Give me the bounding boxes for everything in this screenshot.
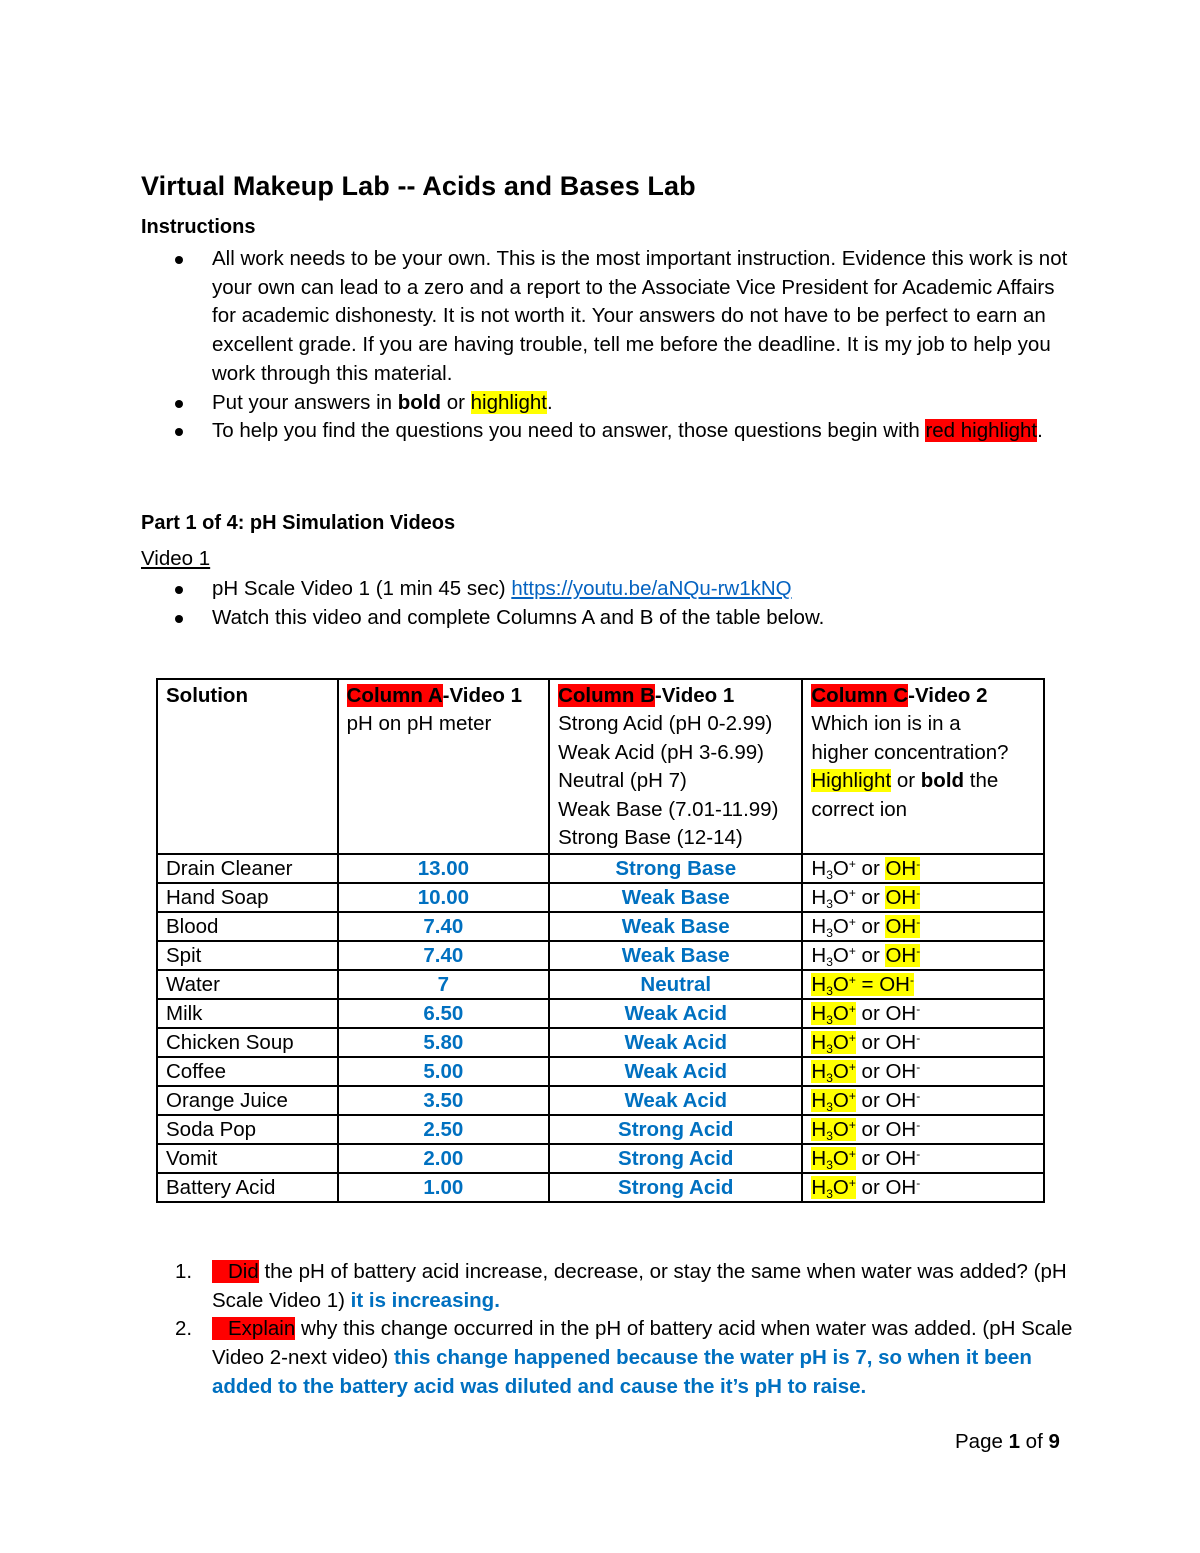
ph-value-cell: 13.00: [338, 854, 549, 883]
ph-value-cell: 2.50: [338, 1115, 549, 1144]
column-b-line: Strong Base (12-14): [558, 826, 743, 850]
oh-ion-highlighted: OH-: [885, 944, 921, 968]
bold-word: bold: [397, 390, 441, 414]
oh-ion: OH-: [885, 1002, 921, 1026]
table-row: [157, 1086, 1044, 1115]
column-b-line: Weak Base (7.01-11.99): [558, 797, 779, 821]
question-item: [141, 1315, 1081, 1401]
table-row: [157, 1028, 1044, 1057]
column-c-line: higher concentration?: [811, 740, 1009, 764]
answer-text: it is increasing.: [350, 1288, 500, 1312]
table-row: [157, 1144, 1044, 1173]
header-column-a: [338, 679, 549, 854]
solution-cell: Blood: [157, 912, 338, 941]
column-b-line: Weak Acid (pH 3-6.99): [558, 740, 764, 764]
ion-cell: [802, 970, 1044, 999]
equal-ions-highlighted: $H_3O^+ = OH^-$: [811, 973, 914, 999]
ion-cell: $H_3O^+$ or OH-: [802, 999, 1044, 1028]
table-row: [157, 1173, 1044, 1202]
h3o-ion: $H_3O^+$: [811, 886, 856, 912]
video-text: Watch this video and complete Columns A and B of the table below.: [212, 605, 825, 629]
h3o-ion-highlighted: $H_3O^+$: [811, 1176, 856, 1202]
column-a-description: pH on pH meter: [346, 712, 492, 736]
classification-cell: Weak Acid: [549, 999, 802, 1028]
highlight-word: highlight: [470, 390, 547, 414]
ion-cell: $H_3O^+$ or OH-: [802, 941, 1044, 970]
solution-cell: Water: [157, 970, 338, 999]
solution-cell: Vomit: [157, 1144, 338, 1173]
solution-cell: Spit: [157, 941, 338, 970]
question-number: 2.: [175, 1317, 193, 1341]
column-a-highlight: Column A: [346, 684, 443, 707]
ion-cell: $H_3O^+$ or OH-: [802, 1173, 1044, 1202]
video1-list: [141, 575, 1071, 632]
header-column-c: [802, 679, 1044, 854]
classification-cell: Strong Acid: [549, 1115, 802, 1144]
question-number: 1.: [175, 1260, 193, 1283]
solution-cell: Orange Juice: [157, 1086, 338, 1115]
column-c-line: the: [964, 769, 999, 793]
classification-cell: Weak Base: [549, 912, 802, 941]
instruction-text: All work needs to be your own. This is the most important instruction. Evidence this work is not your own can lead to a zero and a report to the Associate Vice President for Academic Affairs for academic dishonesty. It is not worth it. Your answers do not have to be perfect to earn an excellent grade. If you are having trouble, tell me before the deadline. It is my job to help you work through this material.: [212, 247, 1068, 385]
oh-ion-highlighted: OH-: [885, 886, 921, 910]
header-solution: Solution: [157, 679, 338, 854]
part1-heading: Part 1 of 4: pH Simulation Videos: [141, 512, 456, 534]
ph-value-cell: 3.50: [338, 1086, 549, 1115]
question-text: why this change occurred in the pH of battery acid when water was added. (pH Scale Video 2-next video): [212, 1317, 1073, 1370]
h3o-ion-highlighted: $H_3O^+$: [811, 1002, 856, 1028]
ph-value-cell: 7: [338, 970, 549, 999]
column-b-line: Strong Acid (pH 0-2.99): [558, 712, 773, 736]
column-c-highlight: Column C: [811, 684, 909, 707]
classification-cell: Neutral: [549, 970, 802, 999]
classification-cell: Strong Base: [549, 854, 802, 883]
column-b-highlight: Column B: [558, 684, 655, 707]
instruction-text: or: [441, 390, 471, 414]
oh-ion: OH-: [885, 1089, 921, 1113]
instruction-text: To help you find the questions you need to answer, those questions begin with: [212, 419, 926, 443]
ph-value-cell: 7.40: [338, 941, 549, 970]
document-title: Virtual Makeup Lab -- Acids and Bases Lab: [141, 171, 696, 201]
solution-cell: Coffee: [157, 1057, 338, 1086]
header-column-b: [549, 679, 802, 854]
column-c-bold-word: bold: [920, 769, 965, 793]
table-row: [157, 1115, 1044, 1144]
oh-ion: OH-: [885, 1031, 921, 1055]
h3o-ion-highlighted: $H_3O^+$: [811, 1118, 856, 1144]
solution-cell: Soda Pop: [157, 1115, 338, 1144]
h3o-ion: $H_3O^+$: [811, 857, 856, 883]
ph-value-cell: 10.00: [338, 883, 549, 912]
oh-ion: OH-: [885, 1176, 921, 1200]
ph-value-cell: 1.00: [338, 1173, 549, 1202]
ph-value-cell: 6.50: [338, 999, 549, 1028]
ion-cell: $H_3O^+$ or OH-: [802, 1115, 1044, 1144]
red-highlight-word: red highlight: [925, 419, 1038, 443]
h3o-ion: $H_3O^+$: [811, 915, 856, 941]
column-c-line: Which ion is in a: [811, 712, 961, 736]
table-row: [157, 912, 1044, 941]
page-footer: [955, 1428, 1060, 1456]
page-number: 1: [1008, 1430, 1020, 1453]
ion-cell: $H_3O^+$ or OH-: [802, 1028, 1044, 1057]
list-item: [141, 389, 1071, 418]
h3o-ion: $H_3O^+$: [811, 944, 856, 970]
classification-cell: Weak Acid: [549, 1057, 802, 1086]
list-item: [141, 417, 1071, 446]
table-row: [157, 854, 1044, 883]
instruction-text: .: [1037, 419, 1043, 443]
h3o-ion-highlighted: $H_3O^+$: [811, 1031, 856, 1057]
solution-cell: Battery Acid: [157, 1173, 338, 1202]
oh-ion-highlighted: OH-: [885, 857, 921, 881]
answer-text: this change happened because the water pH is 7, so when it been added to the battery acid was diluted and cause the it’s pH to raise.: [212, 1346, 1032, 1398]
ion-cell: $H_3O^+$ or OH-: [802, 1086, 1044, 1115]
column-a-suffix: -Video 1: [442, 684, 523, 707]
solution-cell: Drain Cleaner: [157, 854, 338, 883]
list-item: [141, 575, 1071, 604]
classification-cell: Strong Acid: [549, 1144, 802, 1173]
ion-cell: $H_3O^+$ or OH-: [802, 1144, 1044, 1173]
column-c-highlight-word: Highlight: [811, 769, 892, 793]
table-row: [157, 1057, 1044, 1086]
column-c-line: or: [891, 769, 921, 793]
video-text: pH Scale Video 1 (1 min 45 sec): [212, 577, 512, 600]
oh-ion: OH-: [885, 1147, 921, 1171]
questions-list: [141, 1258, 1081, 1402]
ion-cell: $H_3O^+$ or OH-: [802, 883, 1044, 912]
table-row: [157, 999, 1044, 1028]
video1-heading: Video 1: [141, 547, 211, 570]
video-link[interactable]: https://youtu.be/aNQu-rw1kNQ: [511, 577, 792, 600]
ph-value-cell: 7.40: [338, 912, 549, 941]
oh-ion: OH-: [885, 1060, 921, 1084]
instructions-heading: Instructions: [141, 216, 256, 238]
column-c-line: correct ion: [811, 797, 908, 821]
table-row: [157, 941, 1044, 970]
question-item: [141, 1258, 1081, 1315]
classification-cell: Weak Acid: [549, 1028, 802, 1057]
question-keyword: Explain: [212, 1317, 295, 1340]
solution-cell: Hand Soap: [157, 883, 338, 912]
page-of-label: of: [1019, 1430, 1049, 1453]
classification-cell: Weak Base: [549, 941, 802, 970]
page-total: 9: [1048, 1430, 1060, 1453]
question-text: the pH of battery acid increase, decrease, or stay the same when water was added? (pH Scale Video 1): [212, 1260, 1067, 1312]
solution-cell: Milk: [157, 999, 338, 1028]
list-item: [141, 604, 1071, 633]
column-b-line: Neutral (pH 7): [558, 769, 687, 793]
instruction-text: .: [547, 390, 553, 414]
table-header-row: [157, 679, 1044, 854]
ion-cell: $H_3O^+$ or OH-: [802, 1057, 1044, 1086]
classification-cell: Weak Acid: [549, 1086, 802, 1115]
ph-table: [156, 678, 1045, 1203]
oh-ion-highlighted: OH-: [885, 915, 921, 939]
table-body: [157, 854, 1044, 1202]
column-c-suffix: -Video 2: [908, 684, 988, 707]
ph-value-cell: 5.80: [338, 1028, 549, 1057]
h3o-ion-highlighted: $H_3O^+$: [811, 1060, 856, 1086]
table-row: [157, 883, 1044, 912]
instructions-list: [141, 245, 1071, 446]
list-item: [141, 245, 1071, 389]
ion-cell: $H_3O^+$ or OH-: [802, 912, 1044, 941]
classification-cell: Weak Base: [549, 883, 802, 912]
page-label: Page: [955, 1430, 1009, 1453]
table-row: [157, 970, 1044, 999]
ph-value-cell: 5.00: [338, 1057, 549, 1086]
ph-value-cell: 2.00: [338, 1144, 549, 1173]
solution-cell: Chicken Soup: [157, 1028, 338, 1057]
question-keyword: Did: [212, 1260, 259, 1283]
h3o-ion-highlighted: $H_3O^+$: [811, 1147, 856, 1173]
column-b-suffix: -Video 1: [654, 684, 735, 707]
ion-cell: $H_3O^+$ or OH-: [802, 854, 1044, 883]
classification-cell: Strong Acid: [549, 1173, 802, 1202]
oh-ion: OH-: [885, 1118, 921, 1142]
instruction-text: Put your answers in: [212, 390, 398, 414]
h3o-ion-highlighted: $H_3O^+$: [811, 1089, 856, 1115]
